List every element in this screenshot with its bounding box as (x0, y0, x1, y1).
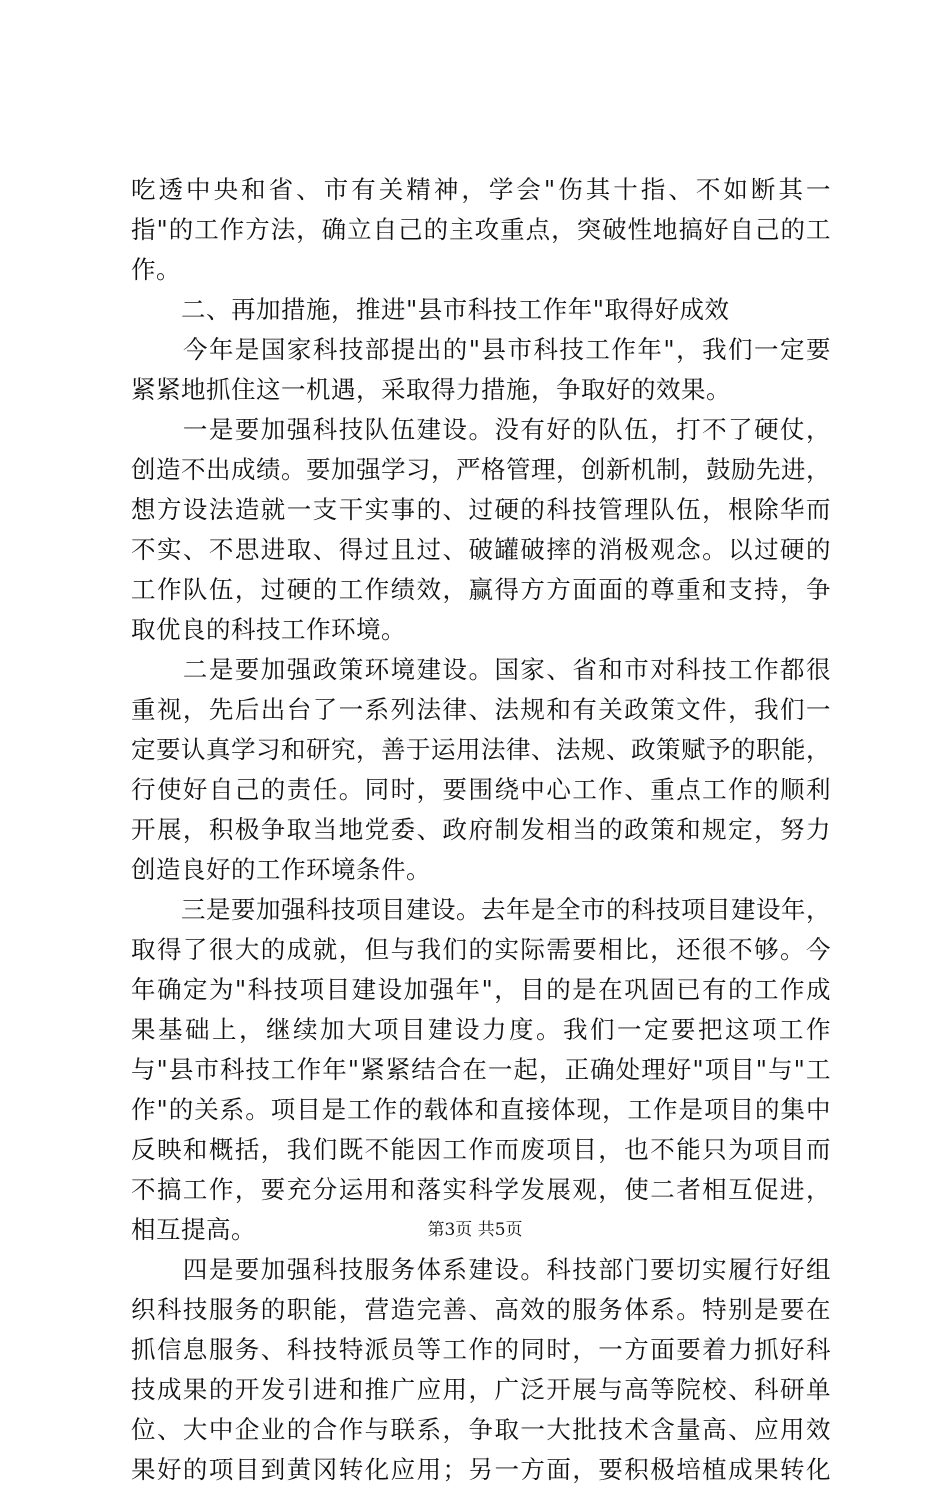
text-line: 吃透中央和省、市有关精神，学会"伤其十指、不如断其一 (131, 175, 831, 204)
text-line: 创造良好的工作环境条件。 (131, 855, 431, 884)
text-line: 想方设法造就一支干实事的、过硬的科技管理队伍，根除华而 (131, 495, 831, 524)
text-line: 作"的关系。项目是工作的载体和直接体现，工作是项目的集中 (131, 1095, 831, 1124)
text-line: 作。 (131, 255, 181, 284)
text-line: 位、大中企业的合作与联系，争取一大批技术含量高、应用效 (131, 1415, 831, 1444)
text-line: 相互提高。 (131, 1215, 256, 1244)
text-line: 反映和概括，我们既不能因工作而废项目，也不能只为项目而 (131, 1135, 831, 1164)
text-line: 不实、不思进取、得过且过、破罐破摔的消极观念。以过硬的 (131, 535, 831, 564)
text-line: 不搞工作，要充分运用和落实科学发展观，使二者相互促进， (131, 1175, 831, 1204)
text-line: 一是要加强科技队伍建设。没有好的队伍，打不了硬仗， (131, 415, 831, 444)
text-line: 织科技服务的职能，营造完善、高效的服务体系。特别是要在 (131, 1295, 831, 1324)
text-line: 开展，积极争取当地党委、政府制发相当的政策和规定，努力 (131, 815, 831, 844)
text-line: 定要认真学习和研究，善于运用法律、法规、政策赋予的职能， (131, 735, 831, 764)
text-line: 年确定为"科技项目建设加强年"，目的是在巩固已有的工作成 (131, 975, 831, 1004)
text-line: 取优良的科技工作环境。 (131, 615, 406, 644)
text-line: 创造不出成绩。要加强学习，严格管理，创新机制，鼓励先进， (131, 455, 831, 484)
text-line: 与"县市科技工作年"紧紧结合在一起，正确处理好"项目"与"工 (131, 1055, 831, 1084)
text-line: 三是要加强科技项目建设。去年是全市的科技项目建设年， (131, 895, 831, 924)
text-line: 技成果的开发引进和推广应用，广泛开展与高等院校、科研单 (131, 1375, 831, 1404)
text-line: 行使好自己的责任。同时，要围绕中心工作、重点工作的顺利 (131, 775, 831, 804)
text-line: 果好的项目到黄冈转化应用；另一方面，要积极培植成果转化 (131, 1455, 831, 1484)
text-line: 重视，先后出台了一系列法律、法规和有关政策文件，我们一 (131, 695, 831, 724)
document-body (131, 170, 831, 1490)
text-line: 工作队伍，过硬的工作绩效，赢得方方面面的尊重和支持，争 (131, 575, 831, 604)
text-line: 今年是国家科技部提出的"县市科技工作年"，我们一定要 (131, 335, 831, 364)
text-line: 四是要加强科技服务体系建设。科技部门要切实履行好组 (131, 1255, 831, 1284)
text-line: 紧紧地抓住这一机遇，采取得力措施，争取好的效果。 (131, 375, 731, 404)
text-line: 抓信息服务、科技特派员等工作的同时，一方面要着力抓好科 (131, 1335, 831, 1364)
text-line: 取得了很大的成就，但与我们的实际需要相比，还很不够。今 (131, 935, 831, 964)
text-line: 指"的工作方法，确立自己的主攻重点，突破性地搞好自己的工 (131, 215, 831, 244)
text-line: 二、再加措施，推进"县市科技工作年"取得好成效 (131, 295, 730, 324)
text-line: 果基础上，继续加大项目建设力度。我们一定要把这项工作 (131, 1015, 831, 1044)
page-number-footer: 第3页 共5页 (427, 1220, 523, 1240)
text-line: 二是要加强政策环境建设。国家、省和市对科技工作都很 (131, 655, 831, 684)
